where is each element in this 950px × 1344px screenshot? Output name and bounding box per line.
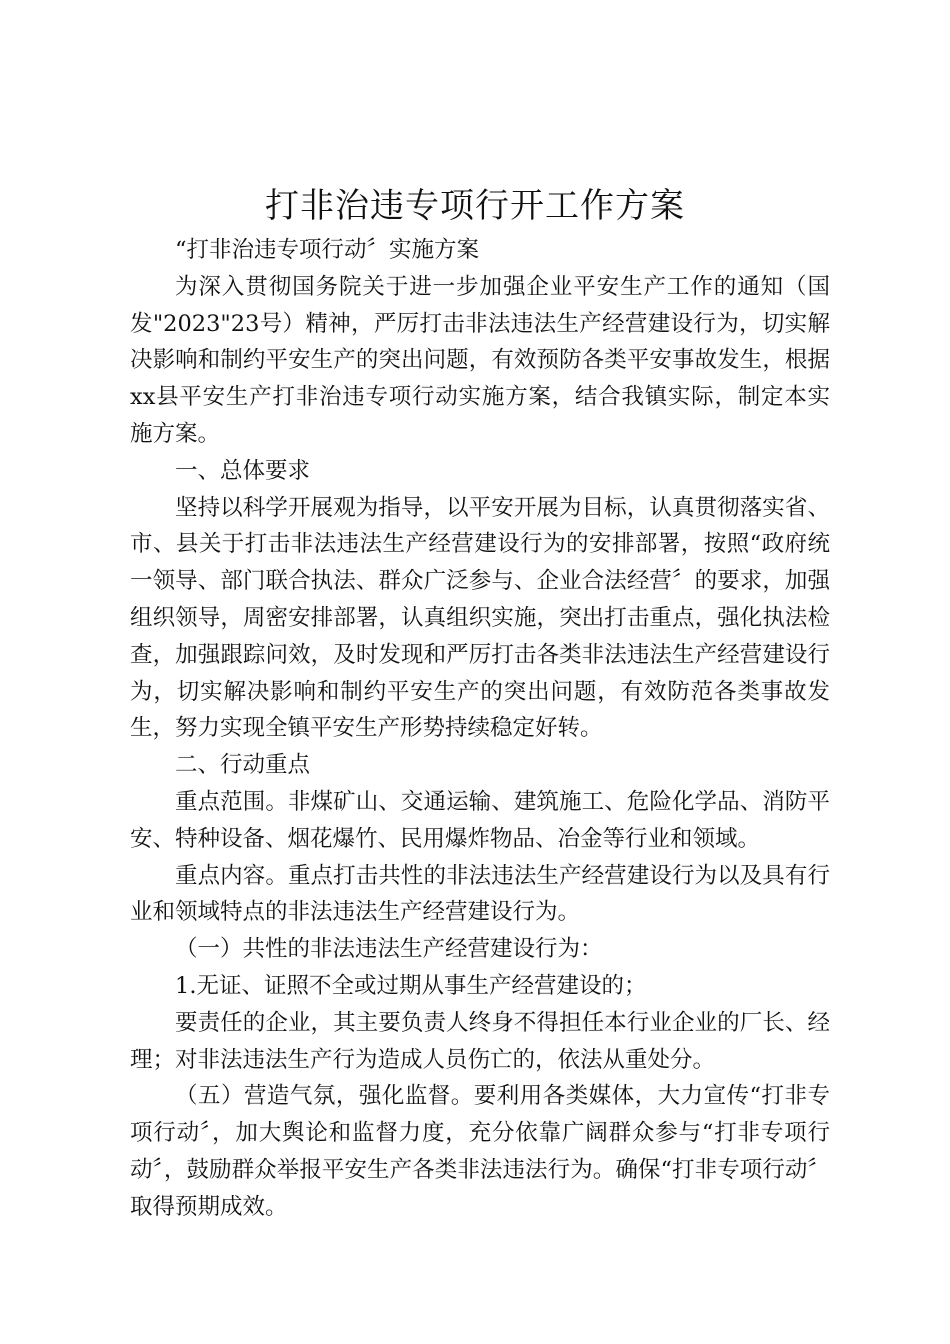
subtitle-paragraph: “打非治违专项行动〞实施方案 — [175, 237, 480, 263]
responsibility-paragraph: 要责任的企业，其主要负责人终身不得担任本行业企业的厂长、经理；对非法违法生产行为造成人员伤亡的，依法从重处分。 — [130, 1009, 830, 1073]
general-requirements-paragraph: 坚持以科学开展观为指导，以平安开展为目标，认真贯彻落实省、市、县关于打击非法违法生产经营建设行为的安排部署，按照“政府统一领导、部门联合执法、群众广泛参与、企业合法经营〞的要求，加强组织领导，周密安排部署，认真组织实施，突出打击重点，强化执法检查，加强跟踪问效，及时发现和严厉打击各类非法违法生产经营建设行为，切实解决影响和制约平安生产的突出问题，有效防范各类事故发生，努力实现全镇平安生产形势持续稳定好转。 — [130, 494, 830, 742]
section-heading-general-requirements: 一、总体要求 — [175, 457, 311, 484]
atmosphere-paragraph: （五）营造气氛，强化监督。要利用各类媒体，大力宣传“打非专项行动〞，加大舆论和监督力度，充分依靠广阔群众参与“打非专项行动〞，鼓励群众举报平安生产各类非法违法行为。确保“打非专项行动〞取得预期成效。 — [130, 1083, 830, 1220]
focus-scope-paragraph: 重点范围。非煤矿山、交通运输、建筑施工、危险化学品、消防平安、特种设备、烟花爆竹、民用爆炸物品、冶金等行业和领域。 — [130, 788, 830, 852]
focus-content-paragraph: 重点内容。重点打击共性的非法违法生产经营建设行为以及具有行业和领域特点的非法违法生产经营建设行为。 — [130, 862, 830, 926]
intro-paragraph: 为深入贯彻国务院关于进一步加强企业平安生产工作的通知（国发"2023"23号）精神，严厉打击非法违法生产经营建设行为，切实解决影响和制约平安生产的突出问题，有效预防各类平安事故发生，根据xx县平安生产打非治违专项行动实施方案，结合我镇实际，制定本实施方案。 — [130, 273, 830, 447]
section-heading-action-focus: 二、行动重点 — [175, 752, 311, 779]
subsection-heading-common-violations: （一）共性的非法违法生产经营建设行为： — [175, 936, 603, 963]
list-item-1: 1.无证、证照不全或过期从事生产经营建设的； — [175, 972, 647, 999]
document-body — [130, 232, 830, 1226]
document-title: 打非治违专项行开工作方案 — [265, 186, 685, 226]
